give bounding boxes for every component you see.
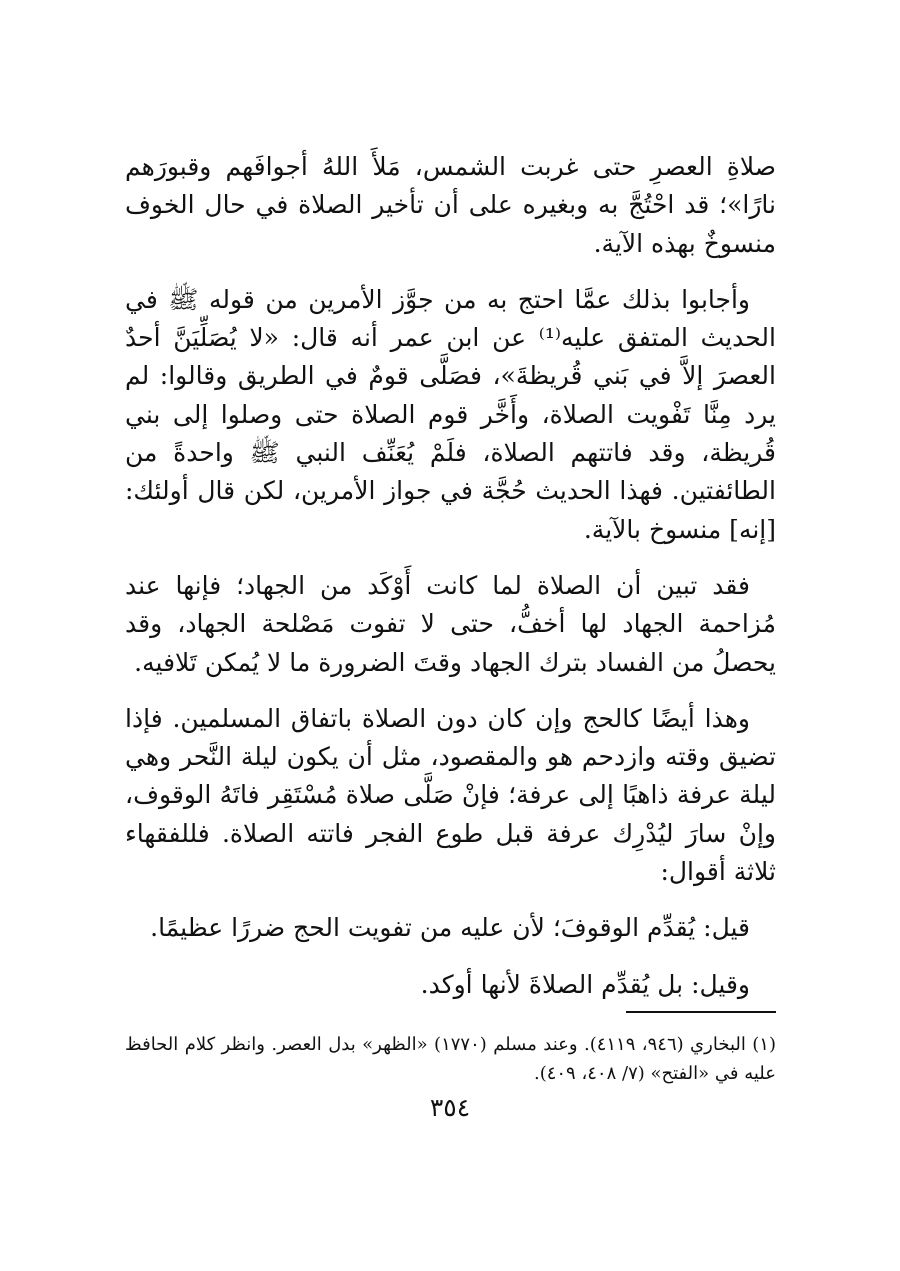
paragraph-5: قيل: يُقدِّم الوقوفَ؛ لأن عليه من تفويت الحج ضررًا عظيمًا. [150,913,750,943]
footnote-text: (١) البخاري (٩٤٦، ٤١١٩). وعند مسلم (١٧٧٠) «الظهر» بدل العصر. وانظر كلام الحافظ عليه في «الفتح» (٧/ ٤٠٨، ٤٠٩). [125,1034,776,1084]
paragraph-1: صلاةِ العصرِ حتى غربت الشمس، مَلأَ اللهُ أجوافَهم وقبورَهم نارًا»؛ قد احْتُجَّ به وبغيره على أن تأخير الصلاة في حال الخوف منسوخٌ بهذه الآية. [125,152,776,258]
paragraph-2: وأجابوا بذلك عمَّا احتج به من جوَّز الأمرين من قوله ﷺ في الحديث المتفق عليه⁽¹⁾ عن ابن عمر أنه قال: «لا يُصَلِّيَنَّ أحدٌ العصرَ إلاَّ في بَني قُريظةَ»، فصَلَّى قومٌ في الطريق وقالوا: لم يرد مِنَّا تَفْويت الصلاة، وأَخَّر قوم الصلاة حتى وصلوا إلى بني قُريظة، وقد فاتتهم الصلاة، فلَمْ يُعَنِّف النبي ﷺ واحدةً من الطائفتين. فهذا الحديث حُجَّة في جواز الأمرين، لكن قال أولئك: [إنه] منسوخ بالآية. [125,284,776,544]
paragraph-4: وهذا أيضًا كالحج وإن كان دون الصلاة باتفاق المسلمين. فإذا تضيق وقته وازدحم هو والمقصود، مثل أن يكون ليلة النَّحر وهي ليلة عرفة ذاهبًا إلى عرفة؛ فإنْ صَلَّى صلاة مُسْتَقِر فاتَهُ الوقوف، وإنْ سارَ ليُدْرِك عرفة قبل طوع الفجر فاتته الصلاة. فللفقهاء ثلاثة أقوال: [125,703,776,887]
footnote-divider [626,1011,776,1013]
page-number: ٣٥٤ [429,1093,471,1122]
paragraph-6: وقيل: بل يُقدِّم الصلاةَ لأنها أوكد. [420,969,750,999]
paragraph-3: فقد تبين أن الصلاة لما كانت أَوْكَد من الجهاد؛ فإنها عند مُزاحمة الجهاد لها أخفُّ، حتى لا تفوت مَصْلحة الجهاد، وقد يحصلُ من الفساد بترك الجهاد وقتَ الضرورة ما لا يُمكن تَلافيه. [125,570,776,677]
main-text [125,148,776,1004]
footnote [125,1030,776,1088]
